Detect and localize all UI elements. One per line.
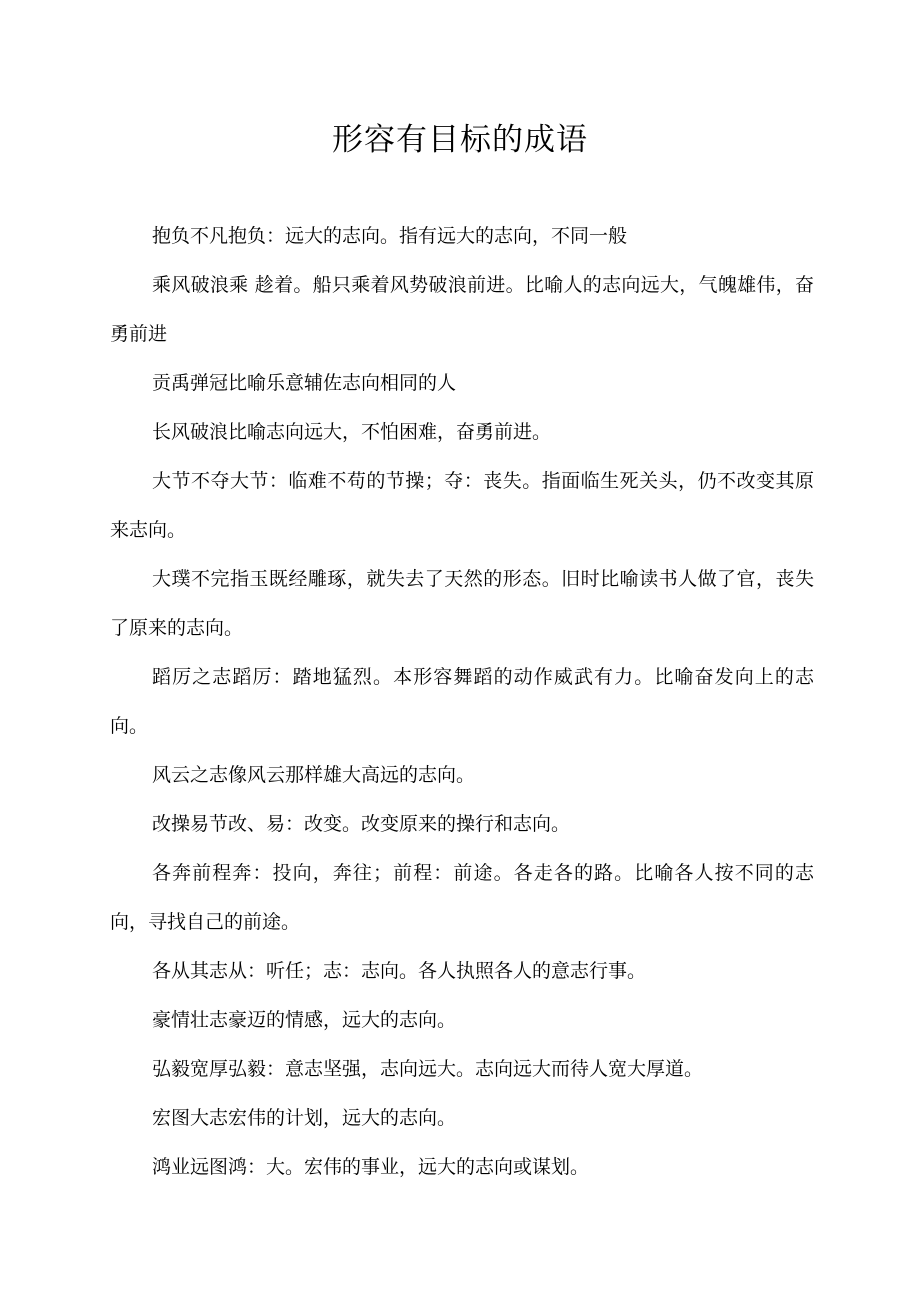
paragraph-1: 抱负不凡抱负：远大的志向。指有远大的志向，不同一般 <box>152 225 628 247</box>
document-body <box>110 212 814 1192</box>
paragraph-15: 鸿业远图鸿：大。宏伟的事业，远大的志向或谋划。 <box>152 1156 590 1178</box>
paragraph-7: 蹈厉之志蹈厉：踏地猛烈。本形容舞蹈的动作威武有力。比喻奋发向上的志向。 <box>110 666 814 737</box>
paragraph-5: 大节不夺大节：临难不苟的节操；夺：丧失。指面临生死关头，仍不改变其原来志向。 <box>110 470 814 541</box>
paragraph-2: 乘风破浪乘 趁着。船只乘着风势破浪前进。比喻人的志向远大，气魄雄伟，奋勇前进 <box>110 274 814 345</box>
paragraph-4: 长风破浪比喻志向远大，不怕困难，奋勇前进。 <box>152 421 552 443</box>
paragraph-8: 风云之志像风云那样雄大高远的志向。 <box>152 764 476 786</box>
paragraph-6: 大璞不完指玉既经雕琢，就失去了天然的形态。旧时比喻读书人做了官，丧失了原来的志向。 <box>110 568 814 639</box>
paragraph-12: 豪情壮志豪迈的情感，远大的志向。 <box>152 1009 457 1031</box>
paragraph-3: 贡禹弹冠比喻乐意辅佐志向相同的人 <box>152 372 457 394</box>
paragraph-10: 各奔前程奔：投向，奔往；前程：前途。各走各的路。比喻各人按不同的志向，寻找自己的前途。 <box>110 862 814 933</box>
paragraph-9: 改操易节改、易：改变。改变原来的操行和志向。 <box>152 813 571 835</box>
paragraph-13: 弘毅宽厚弘毅：意志坚强，志向远大。志向远大而待人宽大厚道。 <box>152 1058 704 1080</box>
paragraph-11: 各从其志从：听任；志：志向。各人执照各人的意志行事。 <box>152 960 647 982</box>
paragraph-14: 宏图大志宏伟的计划，远大的志向。 <box>152 1107 457 1129</box>
document-title: 形容有目标的成语 <box>332 122 588 158</box>
